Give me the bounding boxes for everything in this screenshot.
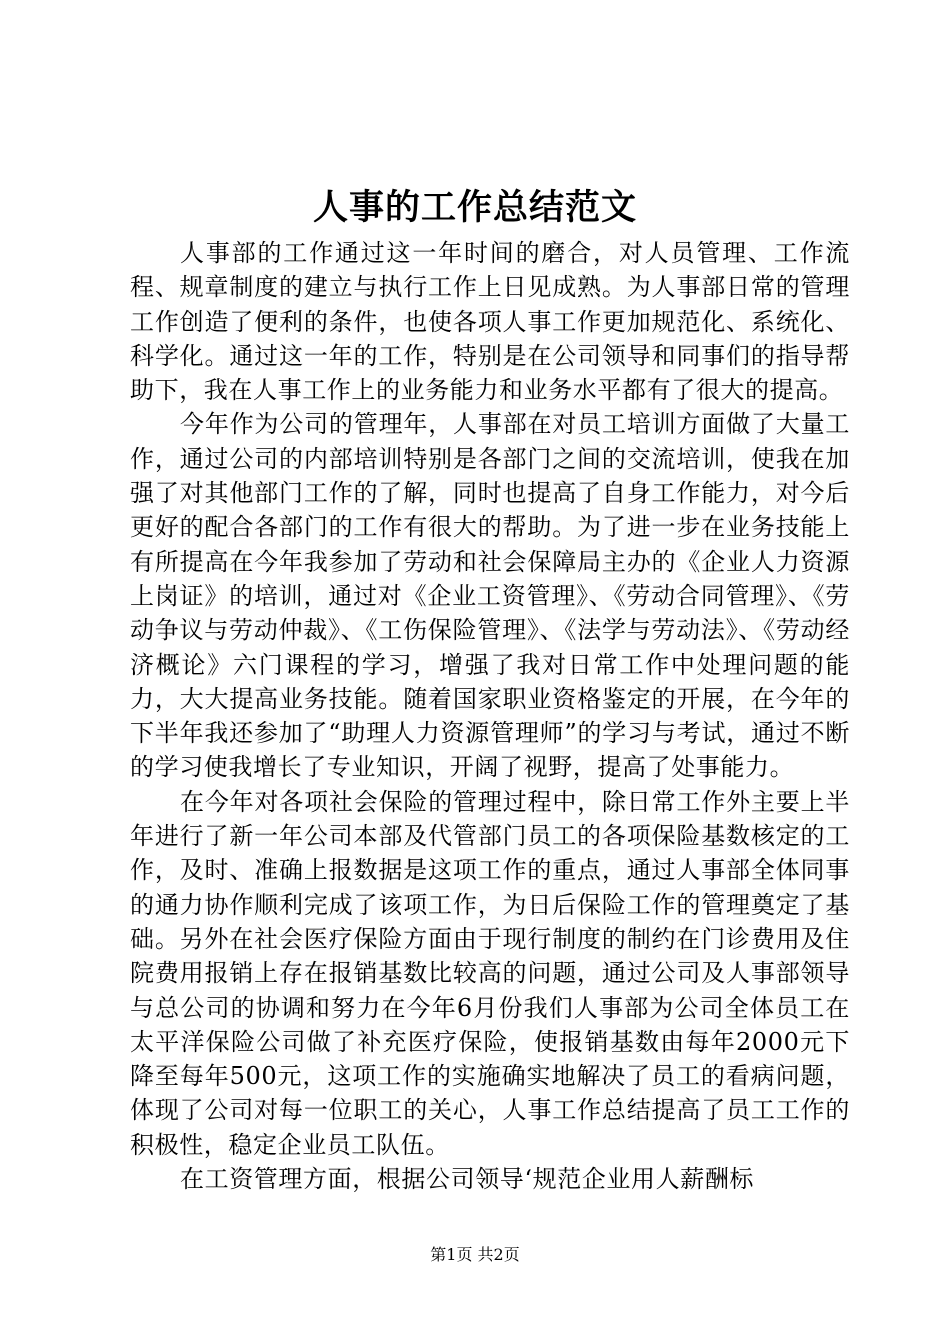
paragraph-intro: 人事部的工作通过这一年时间的磨合，对人员管理、工作流程、规章制度的建立与执行工作上日见成熟。为人事部日常的管理工作创造了便利的条件，也使各项人事工作更加规范化、系统化、科学化。通过这一年的工作，特别是在公司领导和同事们的指导帮助下，我在人事工作上的业务能力和业务水平都有了很大的提高。 xyxy=(130,239,850,405)
document-body xyxy=(130,236,850,1196)
paragraph-training: 今年作为公司的管理年，人事部在对员工培训方面做了大量工作，通过公司的内部培训特别是各部门之间的交流培训，使我在加强了对其他部门工作的了解，同时也提高了自身工作能力，对今后更好的配合各部门的工作有很大的帮助。为了进一步在业务技能上有所提高在今年我参加了劳动和社会保障局主办的《企业人力资源上岗证》的培训，通过对《企业工资管理》、《劳动合同管理》、《劳动争议与劳动仲裁》、《工伤保险管理》、《法学与劳动法》、《劳动经济概论》六门课程的学习，增强了我对日常工作中处理问题的能力，大大提高业务技能。随着国家职业资格鉴定的开展，在今年的下半年我还参加了“助理人力资源管理师”的学习与考试，通过不断的学习使我增长了专业知识，开阔了视野，提高了处事能力。 xyxy=(130,410,850,782)
paragraph-insurance: 在今年对各项社会保险的管理过程中，除日常工作外主要上半年进行了新一年公司本部及代管部门员工的各项保险基数核定的工作，及时、准确上报数据是这项工作的重点，通过人事部全体同事的通力协作顺利完成了该项工作，为日后保险工作的管理奠定了基础。另外在社会医疗保险方面由于现行制度的制约在门诊费用及住院费用报销上存在报销基数比较高的问题，通过公司及人事部领导与总公司的协调和努力在今年6月份我们人事部为公司全体员工在太平洋保险公司做了补充医疗保险，使报销基数由每年2000元下降至每年500元，这项工作的实施确实地解决了员工的看病问题，体现了公司对每一位职工的关心，人事工作总结提高了员工工作的积极性，稳定企业员工队伍。 xyxy=(130,787,850,1159)
page-footer: 第1页 共2页 xyxy=(430,1245,520,1264)
paragraph-salary: 在工资管理方面，根据公司领导‘规范企业用人薪酬标 xyxy=(180,1165,755,1194)
page-title: 人事的工作总结范文 xyxy=(312,187,637,228)
